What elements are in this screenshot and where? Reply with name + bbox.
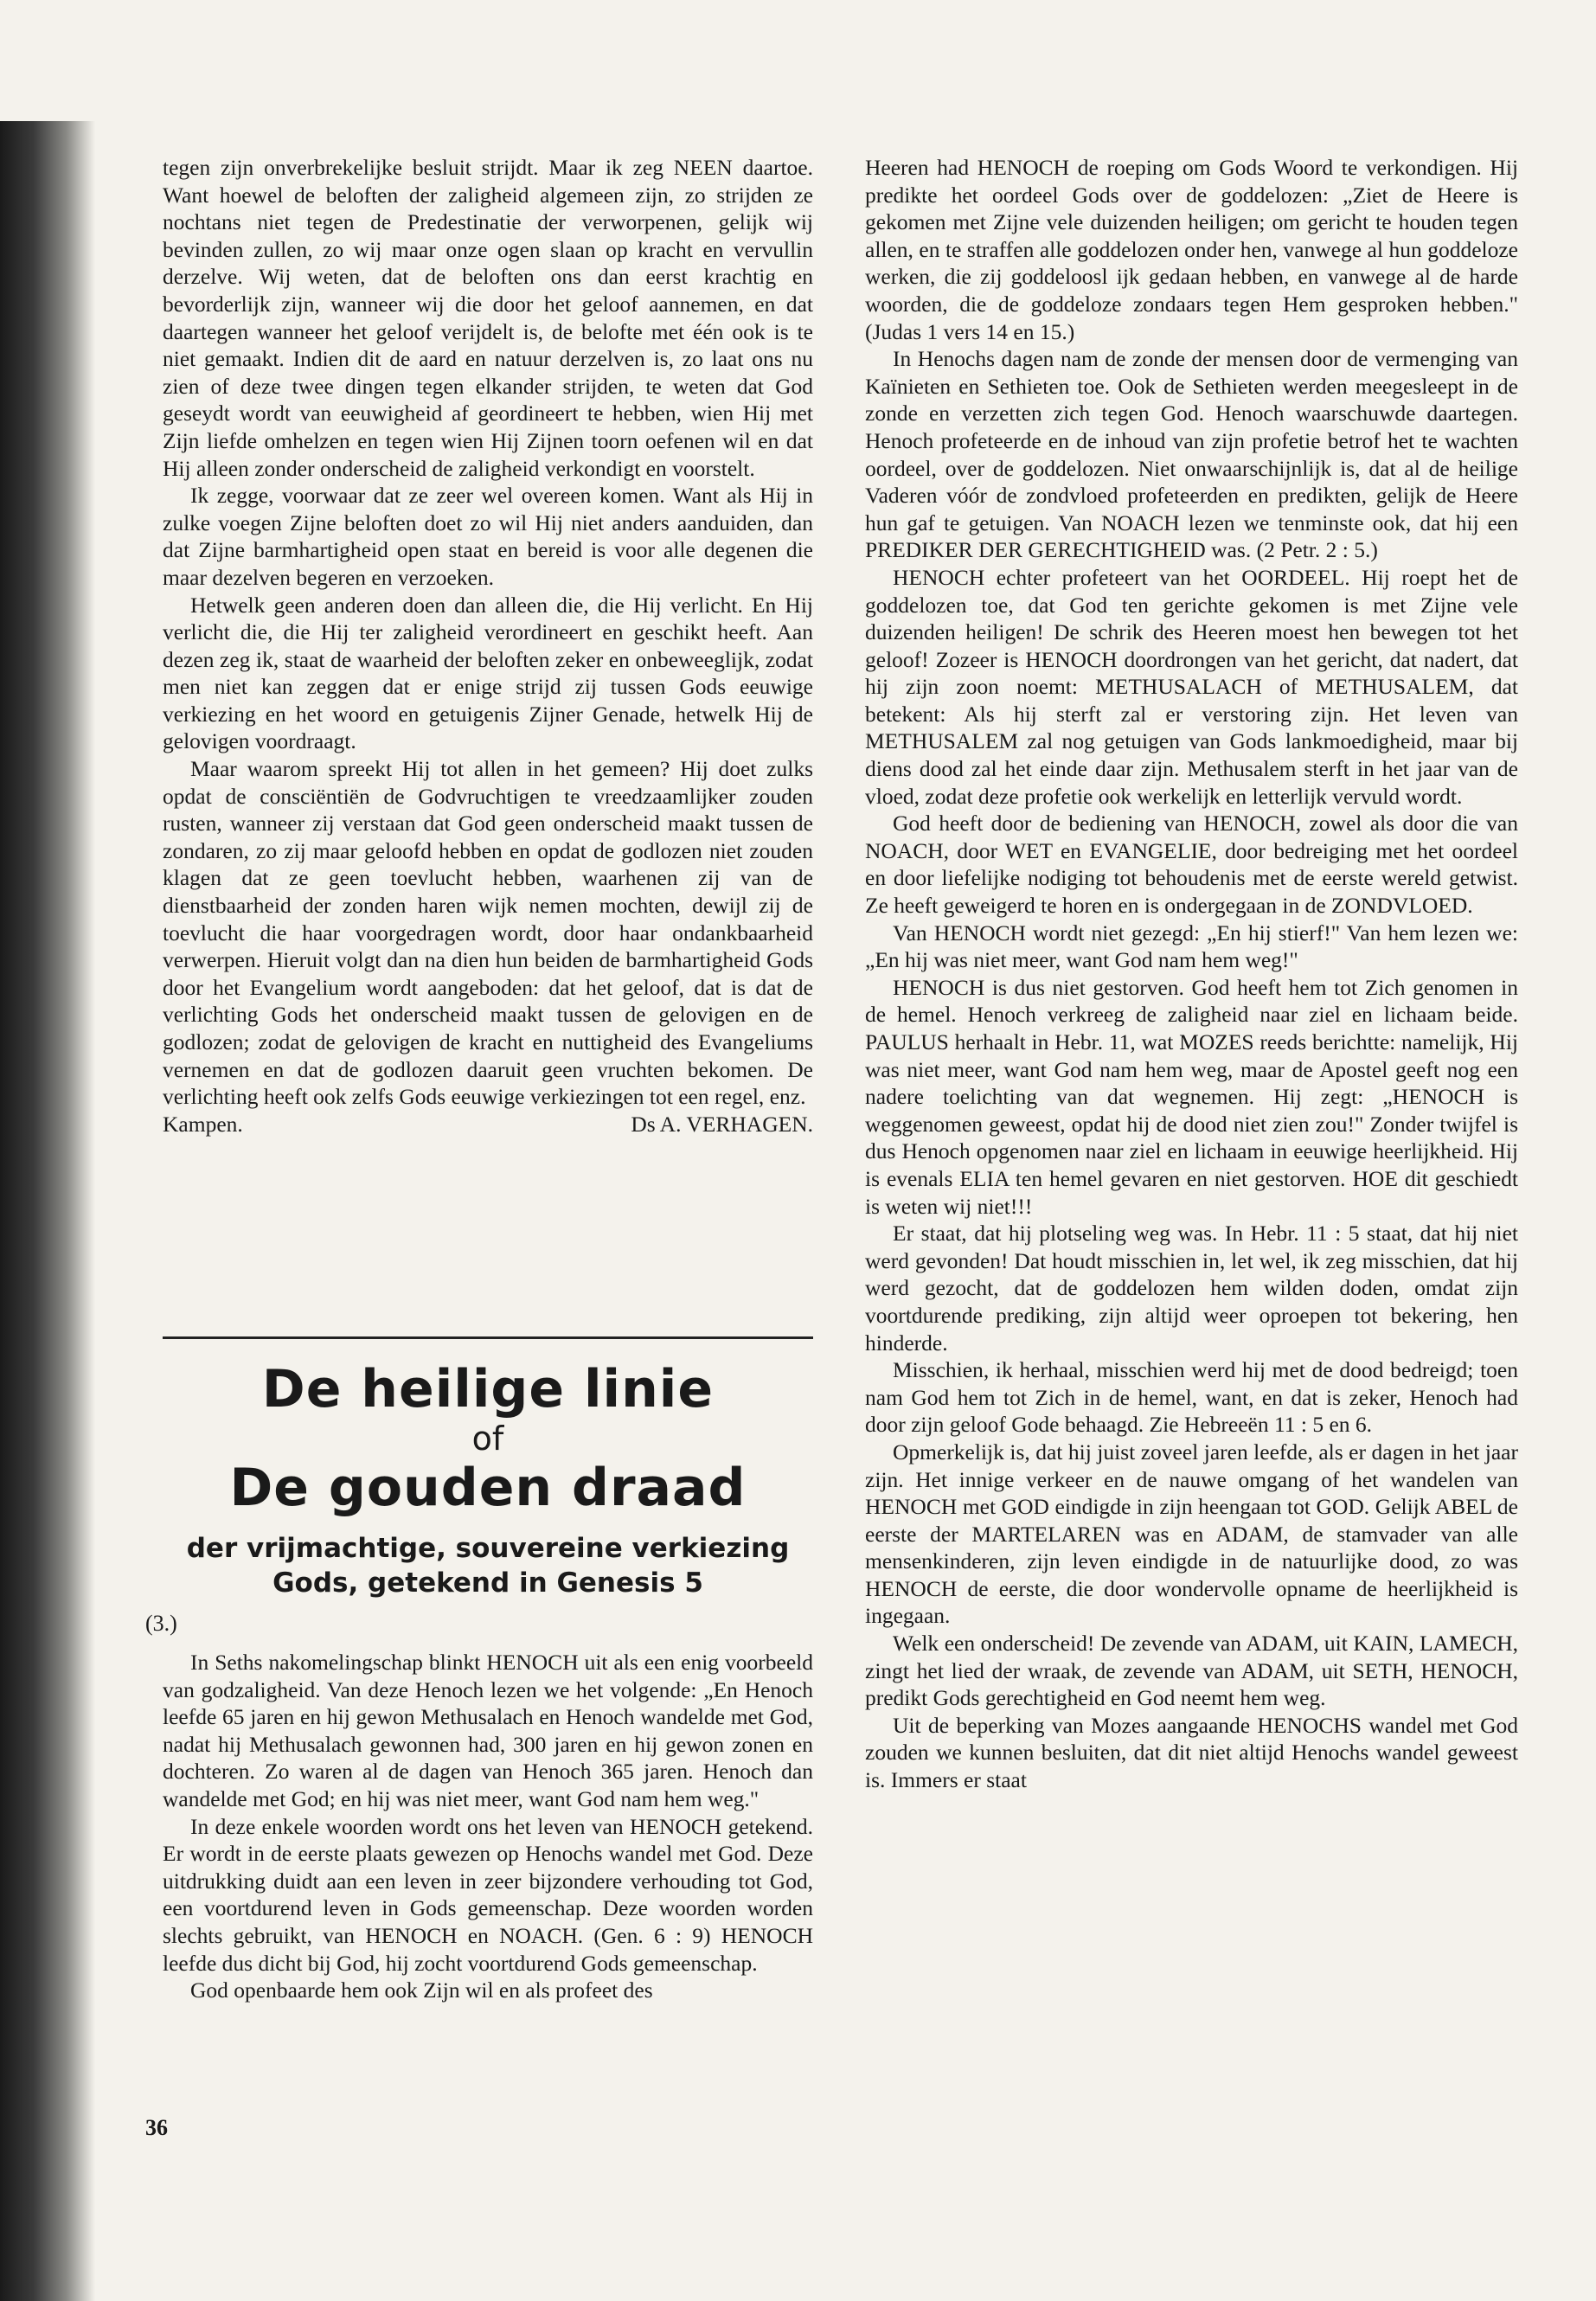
paragraph: tegen zijn onverbrekelijke besluit strijdt. Maar ik zeg NEEN daartoe. Want hoewel de beloften der zaligheid algemeen zijn, zo strijden ze nochtans niet tegen de Predestinatie der verworpenen, gelijk wij bevinden zullen, zo wij maar onze ogen slaan op kracht en vervullin derzelve. Wij weten, dat de beloften ons dan eerst krachtig en bevorderlijk zijn, wanneer wij die door het geloof aannemen, en dat daartegen wanneer het geloof verijdelt is, de belofte met één ook is te niet gemaakt. Indien dit de aard en natuur derzelven is, zo laat ons nu zien of deze twee dingen tegen elkander strijden, te weten dat God geseydt wordt van eeuwigheid af geordineert te hebben, wien Hij met Zijn liefde omhelzen en tegen wien Hij Zijnen toorn oefenen wil en dat Hij alleen zonder onderscheid de zaligheid verkondigt en voorstelt. bbox=[163, 155, 813, 481]
paragraph: Heeren had HENOCH de roeping om Gods Woord te verkondigen. Hij predikte het oordeel Gods over de goddelozen: „Ziet de Heere is gekomen met Zijne vele duizenden heiligen; om gericht te houden tegen allen, en te straffen alle goddelozen onder hen, vanwege al hun goddeloze werken, die zij goddeloosl ijk gedaan hebben, en vanwege al de harde woorden, die de goddeloze zondaars tegen Hem gesproken hebben." (Judas 1 vers 14 en 15.) bbox=[865, 155, 1518, 344]
signature-line bbox=[163, 1111, 813, 1138]
heading-line-1: De heilige linie bbox=[261, 1359, 715, 1420]
paragraph: Maar waarom spreekt Hij tot allen in het gemeen? Hij doet zulks opdat de consciëntiën de Godvruchtigen te vreedzaamlijker zouden rusten, wanneer zij verstaan dat God geen onderscheid maakt tussen de zondaren, zo zij maar geloofd hebben en opdat de godlozen niet zouden klagen dat ze geen toevlucht hebben, waarhenen zij van de dienstbaarheid der zonden haren wijk nemen mochten, dewijl zij de toevlucht die haar voorgedragen wordt, door haar ondankbaarheid verwerpen. Hieruit volgt dan na dien hun beiden de barmhartigheid Gods door het Evangelium wordt aangeboden: dat het geloof, dat is dat de verlichting Gods het onderscheid maakt tussen de gelovigen en de godlozen; zodat de gelovigen de kracht en nuttigheid des Evangeliums vernemen en dat de godlozen daaruit geen vruchten bekomen. De verlichting heeft ook zelfs Gods eeuwige verkiezingen tot een regel, enz. bbox=[163, 756, 813, 1110]
paragraph: Er staat, dat hij plotseling weg was. In Hebr. 11 : 5 staat, dat hij niet werd gevonden! Dat houdt misschien in, let wel, ik zeg misschien, dat hij werd gezocht, dat de goddelozen hem wilden doden, omdat zijn voortdurende prediking, zijn altijd weer oproepen tot bekering, hen hinderde. bbox=[865, 1221, 1518, 1356]
signature-place: Kampen. bbox=[163, 1111, 243, 1137]
paragraph: Van HENOCH wordt niet gezegd: „En hij stierf!" Van hem lezen we: „En hij was niet meer, want God nam hem weg!" bbox=[865, 920, 1518, 973]
paragraph: Opmerkelijk is, dat hij juist zoveel jaren leefde, als er dagen in het jaar zijn. Het innige verkeer en de nauwe omgang of het wandelen van HENOCH met GOD eindigde in zijn heengaan tot GOD. Gelijk ABEL de eerste der MARTELAREN was en ADAM, de stamvader van alle mensenkinderen, zijn leven eindigde in de natuurlijke dood, zo was HENOCH de eerste, die door wondervolle opname de heerlijkheid is ingegaan. bbox=[865, 1439, 1518, 1629]
paragraph: In Seths nakomelingschap blinkt HENOCH uit als een enig voorbeeld van godzaligheid. Van deze Henoch lezen we het volgende: „En Henoch leefde 65 jaren en hij gewon Methusalach en Henoch wandelde met God, nadat hij Methusalach gewonnen had, 300 jaren en hij gewon zonen en dochteren. Zo waren al de dagen van Henoch 365 jaren. Henoch dan wandelde met God; en hij was niet meer, want God nam hem weg." bbox=[163, 1650, 813, 1811]
paragraph: Welk een onderscheid! De zevende van ADAM, uit KAIN, LAMECH, zingt het lied der wraak, de zevende van ADAM, uit SETH, HENOCH, predikt Gods gerechtigheid en God neemt hem weg. bbox=[865, 1631, 1518, 1711]
paragraph: In Henochs dagen nam de zonde der mensen door de vermenging van Kaïnieten en Sethieten toe. Ook de Sethieten werden meegesleept in de zonde en verzetten zich tegen God. Henoch waarschuwde daartegen. Henoch profeteerde en de inhoud van zijn profetie betrof het te wachten oordeel, over de goddelozen. Niet onwaarschijnlijk is, dat al de heilige Vaderen vóór de zondvloed profeteerden en predikten, gelijk de Heere hun gaf te getuigen. Van NOACH lezen we tenminste ook, dat hij een PREDIKER DER GERECHTIGHEID was. (2 Petr. 2 : 5.) bbox=[865, 346, 1518, 563]
paragraph: In deze enkele woorden wordt ons het leven van HENOCH getekend. Er wordt in de eerste plaats gewezen op Henochs wandel met God. Deze uitdrukking duidt aan een leven in zeer bijzondere verhouding tot God, een voortdurend leven in Gods gemeenschap. Deze woorden worden slechts gebruikt, van HENOCH en NOACH. (Gen. 6 : 9) HENOCH leefde dus dicht bij God, hij zocht voortdurend Gods gemeenschap. bbox=[163, 1813, 813, 1976]
paragraph: Uit de beperking van Mozes aangaande HENOCHS wandel met God zouden we kunnen besluiten, dat dit niet altijd Henochs wandel geweest is. Immers er staat bbox=[865, 1712, 1518, 1793]
signature-author: Ds A. VERHAGEN. bbox=[631, 1111, 813, 1137]
section-divider bbox=[163, 1336, 813, 1339]
part-number: (3.) bbox=[145, 1611, 177, 1636]
heading-line-2: De gouden draad bbox=[229, 1458, 747, 1518]
paragraph: HENOCH echter profeteert van het OORDEEL. Hij roept het de goddelozen toe, dat God ten gerichte gekomen is met Zijne vele duizenden heiligen! De schrik des Heeren moest hen bewegen tot het geloof! Zozeer is HENOCH doordrongen van het gericht, dat nadert, dat hij zijn zoon noemt: METHUSALACH of METHUSALEM, dat betekent: Als hij sterft zal er verstoring zijn. Het leven van METHUSALEM zal nog getuigen van Gods lankmoedigheid, maar bij diens dood zal het einde daar zijn. Methusalem sterft in het jaar van de vloed, zodat deze profetie ook werkelijk en letterlijk vervuld wordt. bbox=[865, 564, 1518, 809]
binding-spine-shadow bbox=[0, 121, 95, 2301]
left-column-bottom bbox=[163, 1649, 813, 2004]
heading-subtitle-2: Gods, getekend in Genesis 5 bbox=[272, 1567, 703, 1599]
paragraph: Hetwelk geen anderen doen dan alleen die, die Hij verlicht. En Hij verlicht die, die Hij ter zaligheid verordineert en geschikt heeft. Aan dezen zeg ik, staat de waarheid der beloften zeker en onbeweeglijk, zodat men niet kan zeggen dat er enige strijd zij tussen Gods eeuwige verkiezing en het woord en getuigenis Zijner Genade, hetwelk Hij de gelovigen voordraagt. bbox=[163, 592, 813, 754]
right-column bbox=[865, 154, 1518, 1794]
paragraph: God heeft door de bediening van HENOCH, zowel als door die van NOACH, door WET en EVANGELIE, door bedreiging met het oordeel en door liefelijke nodiging tot behoudenis met de eerste wereld getwist. Ze heeft geweigerd te horen en is ondergegaan in de ZONDVLOED. bbox=[865, 811, 1518, 919]
left-column-top bbox=[163, 154, 813, 1138]
paragraph: God openbaarde hem ook Zijn wil en als profeet des bbox=[190, 1977, 653, 2003]
heading-subtitle-1: der vrijmachtige, souvereine verkiezing bbox=[186, 1533, 790, 1564]
heading-of: of bbox=[471, 1420, 504, 1458]
paragraph: Ik zegge, voorwaar dat ze zeer wel overeen komen. Want als Hij in zulke voegen Zijne beloften doet zo wil Hij niet anders aanduiden, dan dat Zijne barmhartigheid open staat en bereid is voor alle degenen die maar dezelven begeren en verzoeken. bbox=[163, 483, 813, 590]
paragraph: Misschien, ik herhaal, misschien werd hij met de dood bedreigd; toen nam God hem tot Zich in de hemel, want, en dat is zeker, Henoch had door zijn geloof Gode behaagd. Zie Hebreeën 11 : 5 en 6. bbox=[865, 1357, 1518, 1438]
paragraph: HENOCH is dus niet gestorven. God heeft hem tot Zich genomen in de hemel. Henoch verkreeg de zaligheid naar ziel en lichaam beide. PAULUS herhaalt in Hebr. 11, wat MOZES reeds berichtte: namelijk, Hij was niet meer, want God nam hem weg, maar de Apostel geeft nog een nadere toelichting van dat wegnemen. Hij zegt: „HENOCH is weggenomen geweest, opdat hij de dood niet zien zou!" Zonder twijfel is dus Henoch opgenomen naar ziel en lichaam in eeuwige heerlijkheid. Hij is evenals ELIA ten hemel gevaren en niet gestorven. HOE dit geschiedt is weten wij niet!!! bbox=[865, 974, 1518, 1219]
page-number: 36 bbox=[145, 2115, 168, 2140]
article-heading bbox=[163, 1358, 813, 1600]
